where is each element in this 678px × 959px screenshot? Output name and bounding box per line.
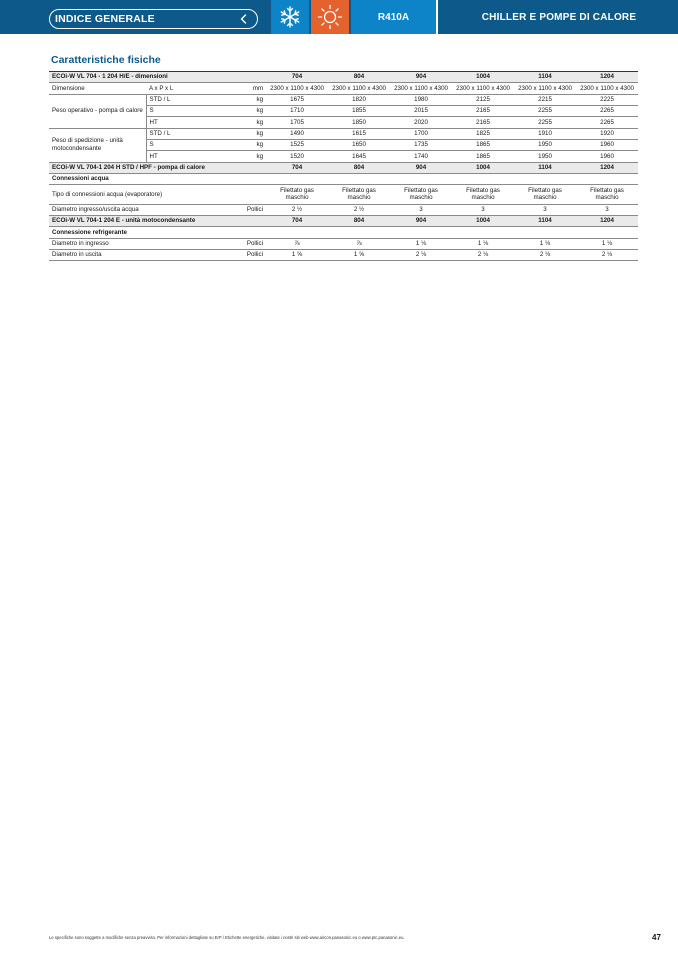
- table-row: [49, 185, 638, 204]
- row-unit: Pollici: [214, 249, 266, 260]
- table-row: [49, 204, 638, 215]
- cell-value: 1650: [328, 140, 390, 151]
- cell-value: 1700: [390, 128, 452, 139]
- header-divider: [436, 0, 438, 34]
- cell-value: 3: [452, 204, 514, 215]
- refrigerant-label: R410A: [377, 11, 410, 23]
- section-row: [49, 174, 638, 185]
- row-unit: Pollici: [214, 204, 266, 215]
- row-variant: STD / L: [146, 94, 214, 105]
- cell-value: 2 ⅛: [452, 249, 514, 260]
- cell-value: 1705: [266, 117, 328, 128]
- refrigerant-tab[interactable]: [351, 0, 436, 34]
- top-bar: [0, 0, 678, 34]
- general-index-label: INDICE GENERALE: [55, 13, 155, 25]
- cell-value: 1960: [576, 151, 638, 162]
- footer-note: Le specifiche sono soggette a modifiche senza preavviso. Per informazioni dettagliate su ErP / Etichette energetiche, visitate i nostri siti web www.aircon.panasonic.eu o www.ptc.panasonic.eu.: [49, 935, 405, 940]
- cell-value: 2300 x 1100 x 4300: [514, 83, 576, 94]
- model-header: 1004: [452, 162, 514, 173]
- cell-value: Filettato gas maschio: [266, 185, 328, 204]
- general-index-button[interactable]: [49, 9, 258, 29]
- cell-value: 1 ⅝: [266, 249, 328, 260]
- cell-value: 1490: [266, 128, 328, 139]
- cell-value: 2300 x 1100 x 4300: [328, 83, 390, 94]
- cell-value: 1675: [266, 94, 328, 105]
- cell-value: 3: [576, 204, 638, 215]
- row-variant: STD / L: [146, 128, 214, 139]
- cell-value: 1960: [576, 140, 638, 151]
- cell-value: 2 ⅛: [576, 249, 638, 260]
- chevron-left-icon: [237, 12, 251, 26]
- cell-value: Filettato gas maschio: [390, 185, 452, 204]
- cell-value: 2 ⅛: [514, 249, 576, 260]
- refrigerant-connection-heading: Connessione refrigerante: [49, 227, 638, 238]
- cell-value: Filettato gas maschio: [452, 185, 514, 204]
- row-unit: kg: [214, 106, 266, 117]
- section-title-text: CHILLER E POMPE DI CALORE: [481, 11, 637, 23]
- cell-value: 2 ½: [328, 204, 390, 215]
- model-header: 904: [390, 162, 452, 173]
- cell-value: 1735: [390, 140, 452, 151]
- cell-value: ⅞: [328, 238, 390, 249]
- cell-value: 1980: [390, 94, 452, 105]
- table-row: [49, 83, 638, 94]
- cell-value: 1910: [514, 128, 576, 139]
- table-row: [49, 128, 638, 139]
- cell-value: 2300 x 1100 x 4300: [390, 83, 452, 94]
- model-header: 1004: [452, 72, 514, 83]
- cell-value: 2300 x 1100 x 4300: [266, 83, 328, 94]
- row-label: Peso operativo - pompa di calore: [49, 94, 146, 128]
- specs-table: [49, 71, 638, 261]
- table-row: [49, 249, 638, 260]
- cell-value: 1520: [266, 151, 328, 162]
- cell-value: 2 ⅛: [390, 249, 452, 260]
- model-header: 704: [266, 215, 328, 226]
- cell-value: 1850: [328, 117, 390, 128]
- model-header: 1204: [576, 72, 638, 83]
- table-header-row: [49, 162, 638, 173]
- cell-value: 1 ⅛: [576, 238, 638, 249]
- cell-value: 2225: [576, 94, 638, 105]
- row-unit: kg: [214, 94, 266, 105]
- table-row: [49, 94, 638, 105]
- section-title: [440, 0, 678, 34]
- cell-value: 1865: [452, 140, 514, 151]
- row-label: Diametro ingresso/uscita acqua: [49, 204, 214, 215]
- row-label: Dimensione: [49, 83, 146, 94]
- cell-value: 1 ⅛: [390, 238, 452, 249]
- model-header: 1104: [514, 162, 576, 173]
- cell-value: 2255: [514, 106, 576, 117]
- table-header-row: [49, 72, 638, 83]
- row-param: A x P x L: [146, 83, 214, 94]
- cell-value: 1710: [266, 106, 328, 117]
- model-header: 1004: [452, 215, 514, 226]
- cell-value: 2265: [576, 106, 638, 117]
- model-header: 1204: [576, 162, 638, 173]
- model-header: 804: [328, 215, 390, 226]
- row-variant: HT: [146, 117, 214, 128]
- snowflake-icon: [278, 5, 302, 29]
- cell-value: 2300 x 1100 x 4300: [576, 83, 638, 94]
- cell-value: 1825: [452, 128, 514, 139]
- page-title: Caratteristiche fisiche: [51, 54, 161, 66]
- cell-value: 2165: [452, 106, 514, 117]
- model-header: 804: [328, 72, 390, 83]
- cell-value: 3: [390, 204, 452, 215]
- row-label: Peso di spedizione - unità motocondensante: [49, 128, 146, 162]
- row-label: Tipo di connessioni acqua (evaporatore): [49, 185, 266, 204]
- cell-value: 1 ⅝: [328, 249, 390, 260]
- cell-value: 1865: [452, 151, 514, 162]
- row-variant: S: [146, 106, 214, 117]
- row-label: Diametro in ingresso: [49, 238, 214, 249]
- row-label: Diametro in uscita: [49, 249, 214, 260]
- cell-value: 2165: [452, 117, 514, 128]
- page-number: 47: [652, 933, 661, 942]
- cell-value: 1525: [266, 140, 328, 151]
- row-unit: Pollici: [214, 238, 266, 249]
- section-row: [49, 227, 638, 238]
- cell-value: 2215: [514, 94, 576, 105]
- cell-value: 2265: [576, 117, 638, 128]
- row-unit: kg: [214, 128, 266, 139]
- row-unit: kg: [214, 151, 266, 162]
- table-header-row: [49, 215, 638, 226]
- heat-pump-header: ECOi-W VL 704-1 204 H STD / HPF - pompa di calore: [49, 162, 266, 173]
- cell-value: 1 ⅛: [514, 238, 576, 249]
- cell-value: 2020: [390, 117, 452, 128]
- cell-value: 3: [514, 204, 576, 215]
- cell-value: 1855: [328, 106, 390, 117]
- cell-value: 1645: [328, 151, 390, 162]
- cell-value: 1820: [328, 94, 390, 105]
- cell-value: 2300 x 1100 x 4300: [452, 83, 514, 94]
- cell-value: Filettato gas maschio: [576, 185, 638, 204]
- cell-value: ⅞: [266, 238, 328, 249]
- row-unit: kg: [214, 117, 266, 128]
- sun-icon: [317, 4, 343, 30]
- cell-value: Filettato gas maschio: [328, 185, 390, 204]
- model-header: 704: [266, 72, 328, 83]
- condensing-unit-header: ECOi-W VL 704-1 204 E - unità motocondensante: [49, 215, 266, 226]
- cell-value: Filettato gas maschio: [514, 185, 576, 204]
- model-header: 1204: [576, 215, 638, 226]
- cell-value: 2 ½: [266, 204, 328, 215]
- model-header: 1104: [514, 72, 576, 83]
- water-connections-heading: Connessioni acqua: [49, 174, 638, 185]
- model-header: 904: [390, 215, 452, 226]
- row-variant: HT: [146, 151, 214, 162]
- table-row: [49, 238, 638, 249]
- dimensions-header: ECOi-W VL 704 - 1 204 H/E - dimensioni: [49, 72, 266, 83]
- row-unit: mm: [214, 83, 266, 94]
- model-header: 704: [266, 162, 328, 173]
- row-unit: kg: [214, 140, 266, 151]
- heating-tile[interactable]: [311, 0, 349, 34]
- model-header: 904: [390, 72, 452, 83]
- cooling-tile[interactable]: [271, 0, 309, 34]
- cell-value: 1 ⅛: [452, 238, 514, 249]
- model-header: 804: [328, 162, 390, 173]
- model-header: 1104: [514, 215, 576, 226]
- cell-value: 1950: [514, 151, 576, 162]
- cell-value: 1740: [390, 151, 452, 162]
- row-variant: S: [146, 140, 214, 151]
- cell-value: 2125: [452, 94, 514, 105]
- cell-value: 2015: [390, 106, 452, 117]
- cell-value: 2255: [514, 117, 576, 128]
- cell-value: 1615: [328, 128, 390, 139]
- cell-value: 1950: [514, 140, 576, 151]
- cell-value: 1920: [576, 128, 638, 139]
